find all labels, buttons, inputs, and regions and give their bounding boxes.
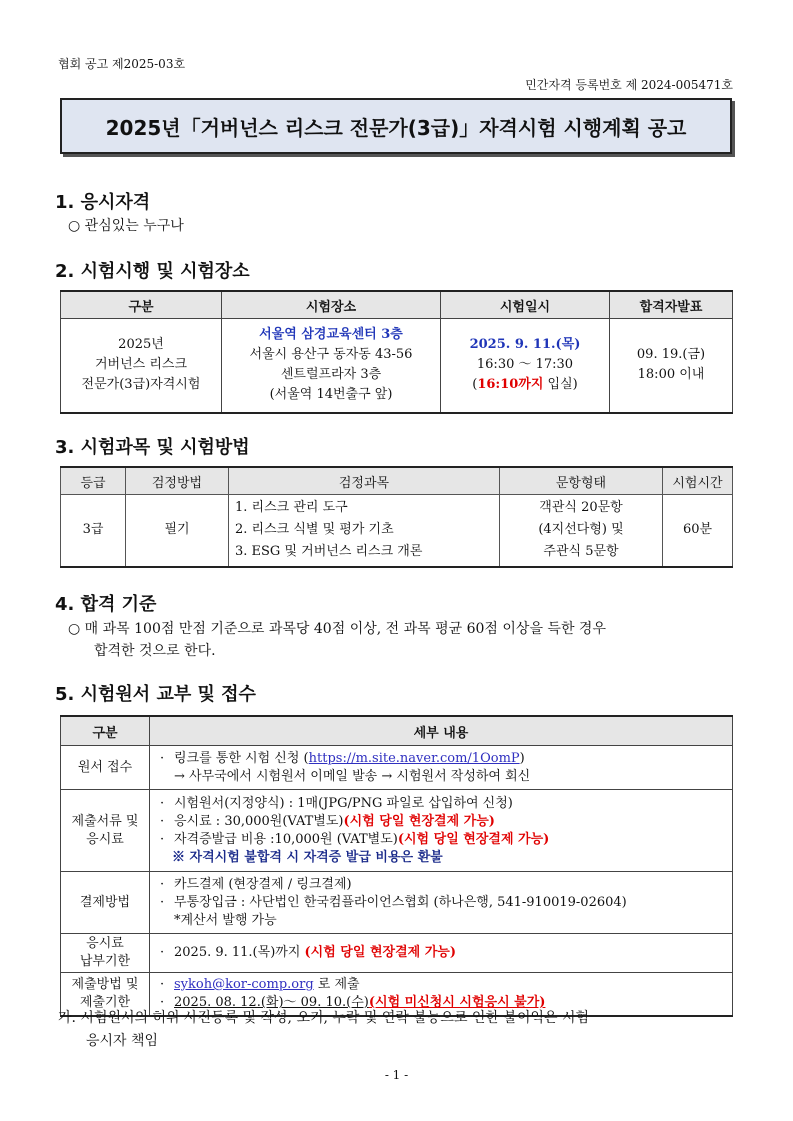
registration-number: 민간자격 등록번호 제 2024-005471호 <box>525 78 733 92</box>
row-documents-label: 제출서류 및 응시료 <box>61 790 150 872</box>
exam-category: 2025년 거버넌스 리스크 전문가(3급)자격시험 <box>61 319 222 413</box>
pass-criteria: ○ 매 과목 100점 만점 기준으로 과목당 40점 이상, 전 과목 평균 60점 이상을 득한 경우 <box>68 621 606 637</box>
exam-subject-table <box>60 466 733 568</box>
col-subjects: 검정과목 <box>229 467 500 495</box>
section1-heading: 1. 응시자격 <box>55 192 151 213</box>
exam-datetime: 2025. 9. 11.(목) 16:30 ～ 17:30 (16:10까지 입실) <box>441 319 610 413</box>
application-link[interactable]: https://m.site.naver.com/1OomP <box>308 750 520 766</box>
row-deadline-detail: · 2025. 9. 11.(목)까지 (시험 당일 현장결제 가능) <box>150 934 733 973</box>
exam-venue: 서울역 삼경교육센터 3층 서울시 용산구 동자동 43-56 센트럴프라자 3층 (서울역 14번출구 앞) <box>222 319 441 413</box>
col-format: 문항형태 <box>500 467 663 495</box>
row-application-label: 원서 접수 <box>61 746 150 790</box>
subjects: 1. 리스크 관리 도구 2. 리스크 식별 및 평가 기초 3. ESG 및 거버넌스 리스크 개론 <box>229 495 500 567</box>
question-format: 객관식 20문항 (4지선다형) 및 주관식 5문항 <box>500 495 663 567</box>
row-deadline-label: 응시료 납부기한 <box>61 934 150 973</box>
section2-heading: 2. 시험시행 및 시험장소 <box>55 261 250 282</box>
result-announcement: 09. 19.(금) 18:00 이내 <box>610 319 733 413</box>
row-payment-detail: · 카드결제 (현장결제 / 링크결제) · 무통장입금 : 사단법인 한국컴플라이언스협회 (하나은행, 541-910019-02604) *계산서 발행 가능 <box>150 872 733 934</box>
method: 필기 <box>126 495 229 567</box>
pass-criteria-cont: 합격한 것으로 한다. <box>94 643 216 659</box>
duration: 60분 <box>663 495 733 567</box>
disclaimer-line1: 가. 시험원서의 허위 사진등록 및 작성, 오기, 누락 및 연락 불능으로 인한 불이익은 시험 <box>58 1010 590 1026</box>
col-duration: 시험시간 <box>663 467 733 495</box>
exam-schedule-table <box>60 290 733 414</box>
col-grade: 등급 <box>61 467 126 495</box>
col-datetime: 시험일시 <box>441 291 610 319</box>
document-title: 2025년「거버넌스 리스크 전문가(3급)」자격시험 시행계획 공고 <box>60 98 732 154</box>
contact-email-link[interactable]: sykoh@kor-comp.org <box>174 977 314 992</box>
col-detail: 세부 내용 <box>150 716 733 746</box>
application-table <box>60 715 733 1017</box>
exam-date: 2025. 9. 11.(목) <box>469 337 581 353</box>
row-submission-label: 제출방법 및 제출기한 <box>61 973 150 1017</box>
section3-heading: 3. 시험과목 및 시험방법 <box>55 437 250 458</box>
page-number: - 1 - <box>384 1068 409 1082</box>
col-method: 검정방법 <box>126 467 229 495</box>
row-payment-label: 결제방법 <box>61 872 150 934</box>
grade: 3급 <box>61 495 126 567</box>
row-submission-detail: · sykoh@kor-comp.org 로 제출 · 2025. 08. 12.(화)～ 09. 10.(수)(시험 미신청시 시험응시 불가) <box>150 973 733 1017</box>
section1-bullet: ○ 관심있는 누구나 <box>68 218 184 234</box>
col-announce: 합격자발표 <box>610 291 733 319</box>
section5-heading: 5. 시험원서 교부 및 접수 <box>55 684 256 705</box>
section4-heading: 4. 합격 기준 <box>55 594 157 615</box>
entry-deadline: 16:10까지 <box>477 377 544 393</box>
refund-note: ※ 자격시험 불합격 시 자격증 발급 비용은 환불 <box>172 849 443 865</box>
row-application-detail: · 링크를 통한 시험 신청 (https://m.site.naver.com/1OomP) → 사무국에서 시험원서 이메일 발송 → 시험원서 작성하여 회신 <box>150 746 733 790</box>
row-documents-detail: · 시험원서(지정양식) : 1매(JPG/PNG 파일로 삽입하여 신청) · 응시료 : 30,000원(VAT별도)(시험 당일 현장결제 가능) · 자격증발급 비용 :10,000원 (VAT별도)(시험 당일 현장결제 가능) ※ 자격시험 불합격 시 자격증 발급 비용은 환불 <box>150 790 733 872</box>
col-type: 구분 <box>61 716 150 746</box>
notice-number: 협회 공고 제2025-03호 <box>58 57 186 71</box>
col-venue: 시험장소 <box>222 291 441 319</box>
venue-name: 서울역 삼경교육센터 3층 <box>259 327 403 343</box>
disclaimer-line2: 응시자 책임 <box>86 1033 159 1049</box>
col-category: 구분 <box>61 291 222 319</box>
